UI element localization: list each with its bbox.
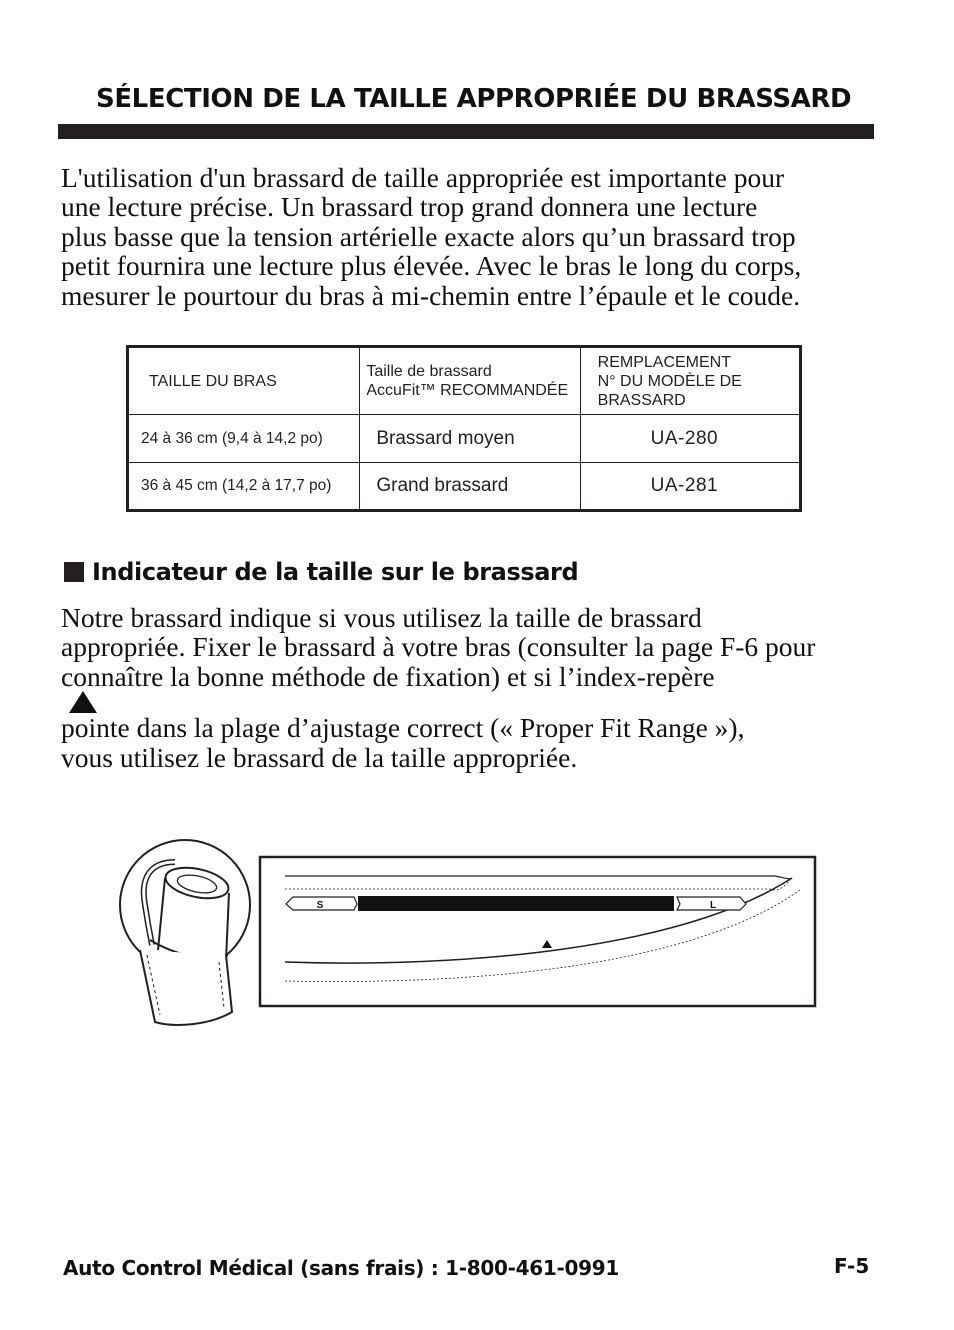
scale-s-label: S [316,900,324,911]
page-number: F-5 [834,1254,870,1278]
intro-line: petit fournira une lecture plus élevée. Avec le bras le long du corps, [61,250,802,282]
header-cuff-line: Taille de brassard [366,363,492,380]
page-title: SÉLECTION DE LA TAILLE APPROPRIÉE DU BRASSARD [96,84,852,114]
intro-line: mesurer le pourtour du bras à mi-chemin entre l’épaule et le coude. [61,279,801,311]
cell-model: UA-281 [580,463,800,511]
intro-line: plus basse que la tension artérielle exacte alors qu’un brassard trop [61,220,796,252]
indicator-line: pointe dans la plage d’ajustage correct (« Proper Fit Range »), [61,712,745,744]
scale-box [260,857,815,1006]
indicator-line: vous utilisez le brassard de la taille appropriée. [61,741,578,773]
header-model-line: REMPLACEMENT [597,354,732,371]
cell-cuff-size: Brassard moyen [360,415,580,463]
indicator-line-text: connaître la bonne méthode de fixation) et si l’index-repère [61,660,715,692]
cell-cuff-size: Grand brassard [360,463,580,511]
scale-l-label: L [709,900,717,911]
intro-line: L'utilisation d'un brassard de taille appropriée est importante pour [61,162,785,193]
cell-arm-size: 24 à 36 cm (9,4 à 14,2 po) [128,415,360,463]
header-arm-size: TAILLE DU BRAS [128,347,360,415]
cell-model: UA-280 [580,415,800,463]
header-model-line: N° DU MODÈLE DE [597,373,742,390]
intro-line: une lecture précise. Un brassard trop grand donnera une lecture [61,191,758,223]
indicator-line: appropriée. Fixer le brassard à votre bras (consulter la page F-6 pour [61,631,816,663]
cell-arm-size: 36 à 45 cm (14,2 à 17,7 po) [128,463,360,511]
header-model-line: BRASSARD [597,392,686,409]
proper-fit-range-bar [358,896,674,911]
cuff-drawing-icon [120,840,250,1025]
footer-contact: Auto Control Médical (sans frais) : 1-800-461-0991 [63,1256,619,1280]
indicator-line: Notre brassard indique si vous utilisez la taille de brassard [61,602,702,633]
header-cuff-line: AccuFit™ RECOMMANDÉE [366,382,569,399]
indicator-heading-text: Indicateur de la taille sur le brassard [92,558,579,586]
